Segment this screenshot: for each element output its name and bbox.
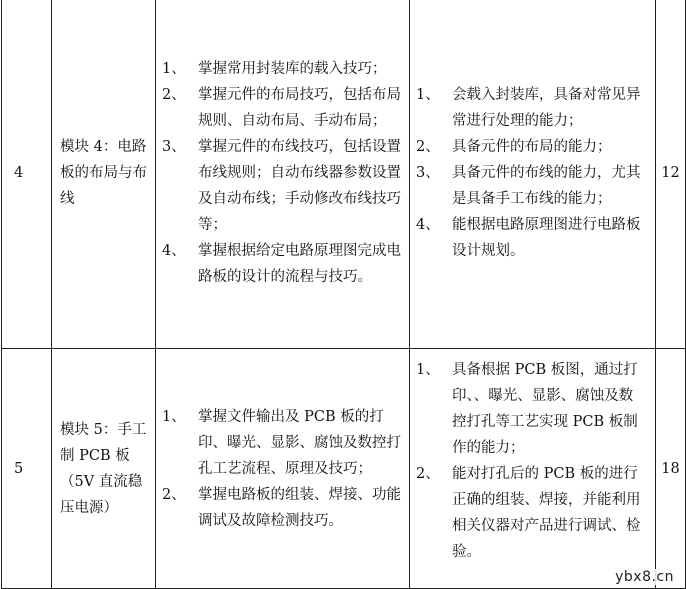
list-item: 3、 具备元件的布线的能力，尤其是具备手工布线的能力； bbox=[416, 164, 641, 207]
list-item: 2、 具备元件的布局的能力； bbox=[416, 138, 612, 155]
table-row bbox=[2, 0, 686, 349]
list-item: 2、 能对打孔后的 PCB 板的进行正确的组装、焊接，并能利用相关仪器对产品进行调试、检验。 bbox=[416, 466, 641, 560]
watermark-text: ybx8.cn bbox=[615, 569, 674, 585]
hours-value: 18 bbox=[656, 349, 686, 589]
objectives-list bbox=[156, 56, 409, 290]
module-title: 模块 4：电路板的布局与布线 bbox=[60, 138, 147, 207]
list-item: 4、 能根据电路原理图进行电路板设计规划。 bbox=[416, 216, 641, 259]
list-item: 1、 掌握文件输出及 PCB 板的打印、曝光、显影、腐蚀及数控打孔工艺流程、原理及技巧； bbox=[162, 408, 401, 477]
module-title: 模块 5：手工制 PCB 板（5V 直流稳压电源） bbox=[60, 421, 147, 516]
hours-value: 12 bbox=[656, 0, 686, 349]
list-item: 3、 掌握元件的布线技巧，包括设置布线规则；自动布线器参数设置及自动布线；手动修改布线技巧等； bbox=[162, 138, 401, 233]
list-item: 1、 具备根据 PCB 板图，通过打印、、曝光、显影、腐蚀及数控打孔等工艺实现 PCB 板制作的能力； bbox=[416, 362, 638, 456]
row-number: 4 bbox=[2, 0, 52, 349]
list-item: 2、 掌握元件的布局技巧，包括布局规则、自动布局、手动布局； bbox=[162, 86, 401, 129]
table-row bbox=[2, 349, 686, 589]
row-number: 5 bbox=[2, 349, 52, 589]
list-item: 1、 会载入封装库，具备对常见异常进行处理的能力； bbox=[416, 86, 641, 129]
list-item: 2、 掌握电路板的组装、焊接、功能调试及故障检测技巧。 bbox=[162, 486, 401, 529]
abilities-list bbox=[410, 82, 655, 264]
objectives-list bbox=[156, 404, 409, 534]
curriculum-table bbox=[1, 0, 686, 589]
list-item: 4、 掌握根据给定电路原理图完成电路板的设计的流程与技巧。 bbox=[162, 242, 401, 285]
abilities-list bbox=[410, 349, 655, 565]
list-item: 1、 掌握常用封装库的载入技巧； bbox=[162, 60, 387, 77]
